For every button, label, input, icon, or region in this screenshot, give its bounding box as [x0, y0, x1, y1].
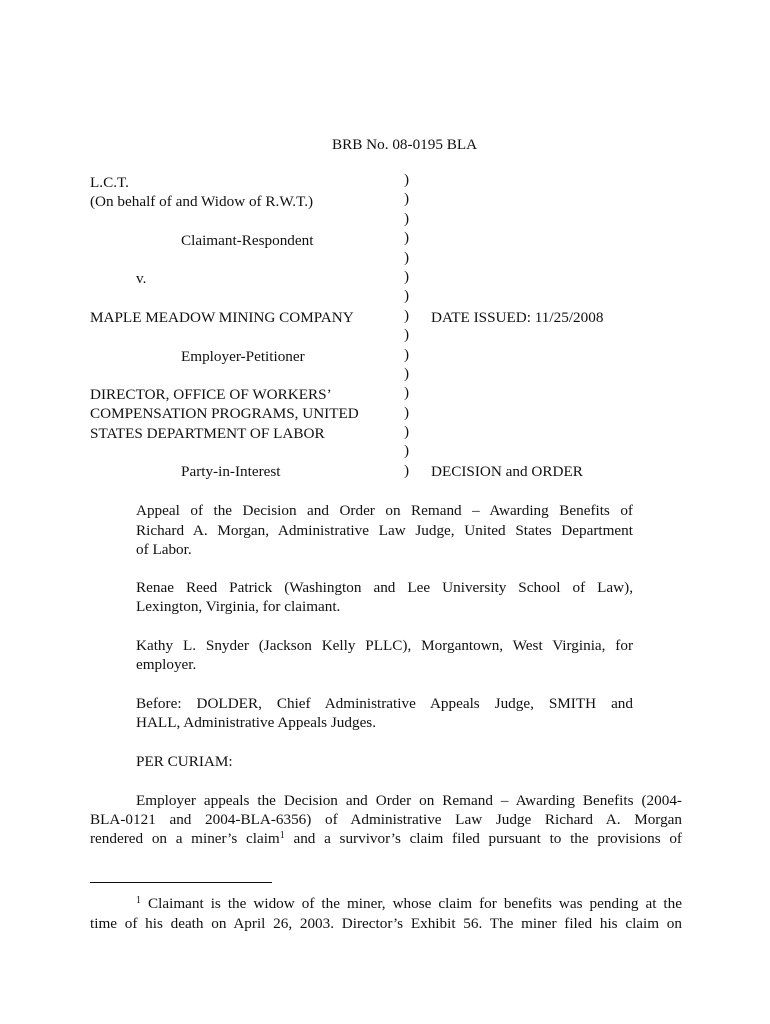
paren: ): [404, 171, 410, 188]
director-line-3: STATES DEPARTMENT OF LABOR: [90, 425, 325, 442]
appeal-line-1: Appeal of the Decision and Order on Remand – Awarding Benefits of: [136, 502, 633, 519]
paren: ): [404, 384, 410, 402]
document-type: DECISION and ORDER: [431, 463, 583, 480]
body-line-3-text-b: and a survivor’s claim filed pursuant to the provisions of: [284, 830, 682, 847]
date-issued: DATE ISSUED: 11/25/2008: [431, 309, 604, 326]
paren: ): [404, 461, 410, 479]
body-line-2: BLA-0121 and 2004-BLA-6356) of Administrative Law Judge Richard A. Morgan: [90, 811, 682, 828]
appeal-line-2: Richard A. Morgan, Administrative Law Judge, United States Department: [136, 522, 633, 539]
docket-number: BRB No. 08-0195 BLA: [332, 136, 478, 153]
paren: ): [404, 209, 410, 227]
director-line-1: DIRECTOR, OFFICE OF WORKERS’: [90, 386, 332, 403]
caption-parenthesis-column: [404, 170, 418, 480]
body-line-1: Employer appeals the Decision and Order on Remand – Awarding Benefits (2004-: [136, 792, 682, 809]
claimant-role: Claimant-Respondent: [181, 232, 314, 249]
paren: ): [404, 442, 410, 460]
paren: ): [404, 287, 410, 305]
paren: ): [404, 403, 410, 421]
footnote-line-1: [136, 894, 682, 913]
appeal-line-3: of Labor.: [136, 541, 192, 558]
footnote-marker: 1: [136, 895, 141, 906]
employer-role: Employer-Petitioner: [181, 348, 305, 365]
paren: ): [404, 364, 410, 382]
versus: v.: [136, 270, 147, 287]
per-curiam-heading: PER CURIAM:: [136, 753, 233, 770]
paren: ): [404, 229, 410, 247]
director-role: Party-in-Interest: [181, 463, 281, 480]
footnote-line-1-text: Claimant is the widow of the miner, whose claim for benefits was pending at the: [141, 895, 682, 912]
footnote-separator: [90, 882, 272, 883]
footnote-reference: 1: [279, 830, 285, 841]
employer-counsel-line-1: Kathy L. Snyder (Jackson Kelly PLLC), Morgantown, West Virginia, for: [136, 637, 633, 654]
paren: ): [404, 326, 410, 344]
claimant-note: (On behalf of and Widow of R.W.T.): [90, 193, 314, 210]
claimant-counsel-line-1: Renae Reed Patrick (Washington and Lee University School of Law),: [136, 579, 633, 596]
panel-line-1: Before: DOLDER, Chief Administrative Appeals Judge, SMITH and: [136, 695, 633, 712]
claimant-counsel-line-2: Lexington, Virginia, for claimant.: [136, 598, 341, 615]
panel-line-2: HALL, Administrative Appeals Judges.: [136, 714, 377, 731]
paren: ): [404, 190, 410, 208]
paren: ): [404, 423, 410, 441]
employer-name: MAPLE MEADOW MINING COMPANY: [90, 309, 354, 326]
paren: ): [404, 306, 410, 324]
claimant-name: L.C.T.: [90, 174, 129, 191]
footnote-line-2: time of his death on April 26, 2003. Director’s Exhibit 56. The miner filed his claim on: [90, 915, 682, 932]
paren: ): [404, 248, 410, 266]
body-line-3: [90, 829, 682, 848]
director-line-2: COMPENSATION PROGRAMS, UNITED: [90, 405, 359, 422]
body-line-3-text-a: rendered on a miner’s claim: [90, 830, 280, 847]
employer-counsel-line-2: employer.: [136, 656, 197, 673]
paren: ): [404, 267, 410, 285]
paren: ): [404, 345, 410, 363]
